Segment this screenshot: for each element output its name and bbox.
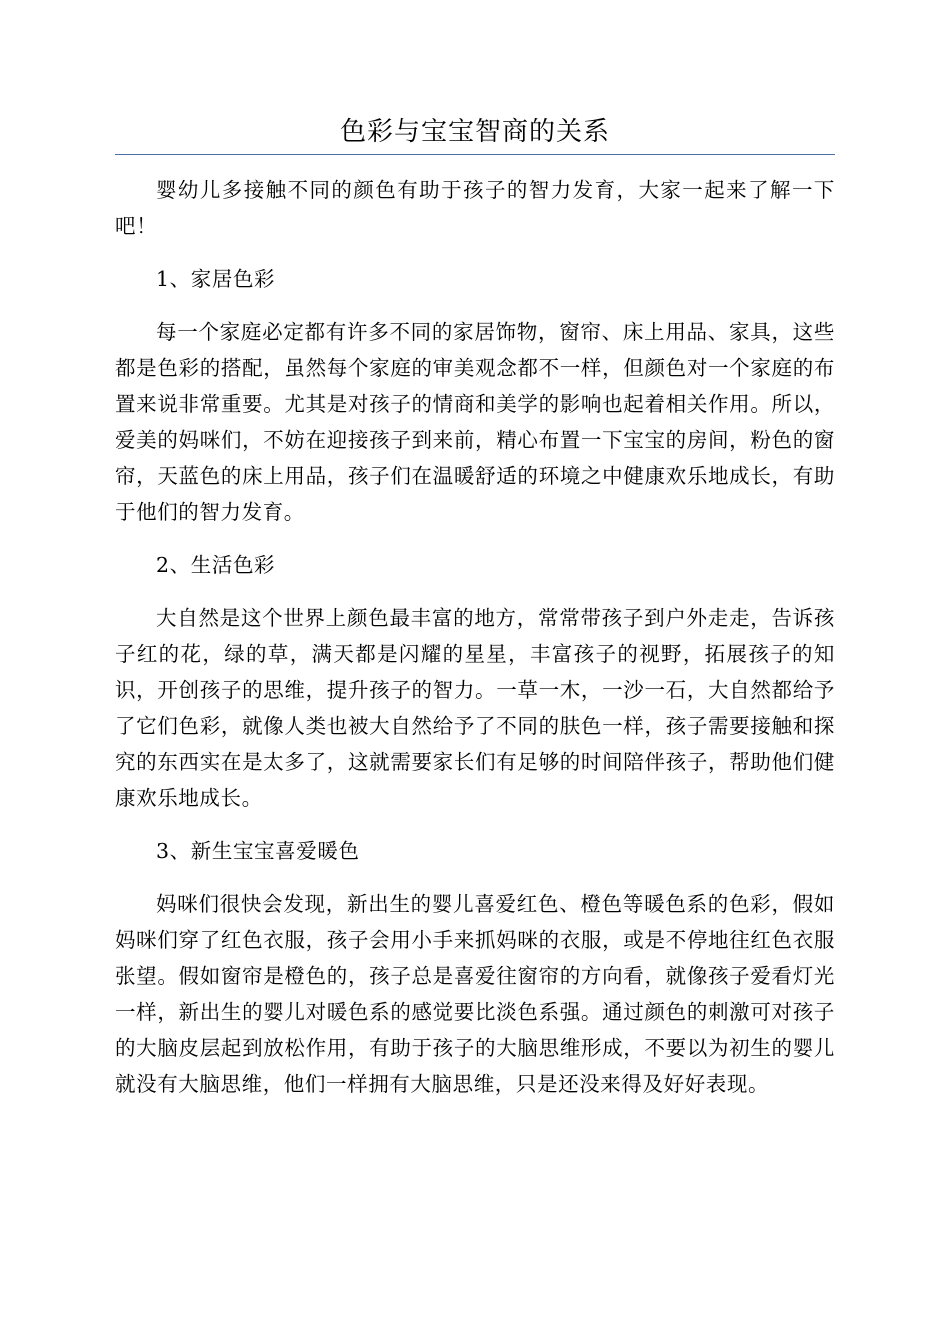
document-body	[115, 172, 835, 1119]
section-heading-warm-colors: 3、新生宝宝喜爱暖色	[156, 839, 360, 863]
document-title: 色彩与宝宝智商的关系	[339, 117, 610, 147]
section-heading-home-colors: 1、家居色彩	[156, 267, 276, 291]
intro-paragraph: 婴幼儿多接触不同的颜色有助于孩子的智力发育，大家一起来了解一下吧！	[115, 178, 835, 238]
title-underline	[115, 154, 835, 155]
section-paragraph-life-colors: 大自然是这个世界上颜色最丰富的地方，常常带孩子到户外走走，告诉孩子红的花，绿的草，满天都是闪耀的星星，丰富孩子的视野，拓展孩子的知识，开创孩子的思维，提升孩子的智力。一草一木，一沙一石，大自然都给予了它们色彩，就像人类也被大自然给予了不同的肤色一样，孩子需要接触和探究的东西实在是太多了，这就需要家长们有足够的时间陪伴孩子，帮助他们健康欢乐地成长。	[115, 606, 835, 810]
section-heading-life-colors: 2、生活色彩	[156, 553, 276, 577]
section-paragraph-warm-colors: 妈咪们很快会发现，新出生的婴儿喜爱红色、橙色等暖色系的色彩，假如妈咪们穿了红色衣服，孩子会用小手来抓妈咪的衣服，或是不停地往红色衣服张望。假如窗帘是橙色的，孩子总是喜爱往窗帘的方向看，就像孩子爱看灯光一样，新出生的婴儿对暖色系的感觉要比淡色系强。通过颜色的刺激可对孩子的大脑皮层起到放松作用，有助于孩子的大脑思维形成，不要以为初生的婴儿就没有大脑思维，他们一样拥有大脑思维，只是还没来得及好好表现。	[115, 892, 835, 1096]
section-paragraph-home-colors: 每一个家庭必定都有许多不同的家居饰物，窗帘、床上用品、家具，这些都是色彩的搭配，虽然每个家庭的审美观念都不一样，但颜色对一个家庭的布置来说非常重要。尤其是对孩子的情商和美学的影响也起着相关作用。所以，爱美的妈咪们，不妨在迎接孩子到来前，精心布置一下宝宝的房间，粉色的窗帘，天蓝色的床上用品，孩子们在温暖舒适的环境之中健康欢乐地成长，有助于他们的智力发育。	[115, 320, 835, 524]
